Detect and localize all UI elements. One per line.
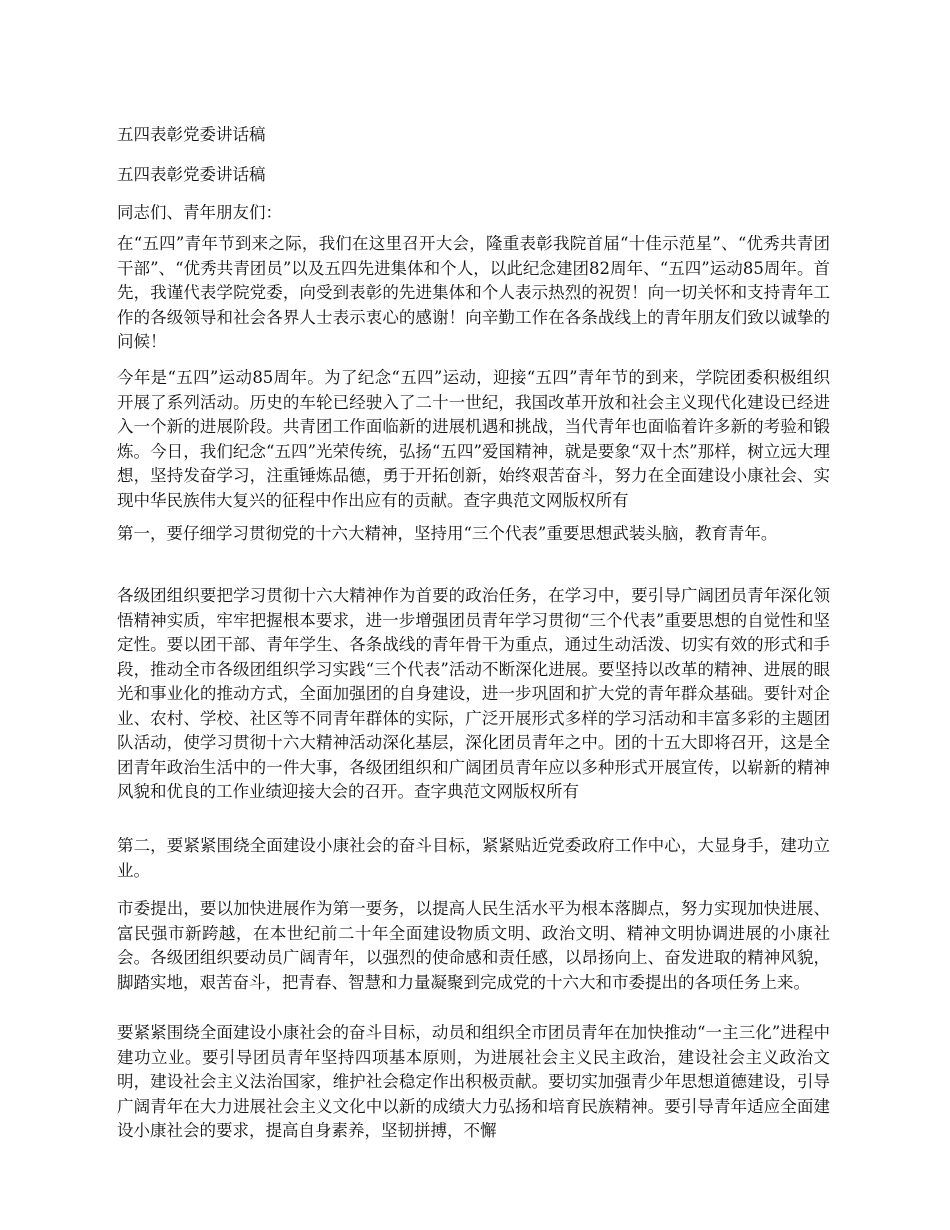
paragraph-city-committee: 市委提出，要以加快进展作为第一要务，以提高人民生活水平为根本落脚点，努力实现加快进展、富民强市新跨越，在本世纪前二十年全面建设物质文明、政治文明、精神文明协调进展的小康社会。各级团组织要动员广阔青年，以强烈的使命感和责任感，以昂扬向上、奋发进取的精神风貌，脚踏实地，艰苦奋斗，把青春、智慧和力量凝聚到完成党的十六大和市委提出的各项任务上来。 [117,899,830,992]
paragraph-point-one-heading: 第一，要仔细学习贯彻党的十六大精神，坚持用“三个代表”重要思想武装头脑，教育青年。 [117,524,778,543]
paragraph-opening: 在“五四”青年节到来之际，我们在这里召开大会，隆重表彰我院首届“十佳示范星”、“优秀共青团干部”、“优秀共青团员”以及五四先进集体和个人，以此纪念建团82周年、“五四”运动85周年。首先，我谨代表学院党委，向受到表彰的先进集体和个人表示热烈的祝贺！向一切关怀和支持青年工作的各级领导和社会各界人士表示衷心的感谢！向辛勤工作在各条战线上的青年朋友们致以诚挚的问候！ [117,234,830,351]
document-subtitle: 五四表彰党委讲话稿 [117,165,266,184]
greeting: 同志们、青年朋友们： [117,203,282,222]
paragraph-point-two-heading: 第二，要紧紧围绕全面建设小康社会的奋斗目标，紧紧贴近党委政府工作中心，大显身手，建功立业。 [117,836,830,880]
paragraph-point-one-body: 各级团组织要把学习贯彻十六大精神作为首要的政治任务，在学习中，要引导广阔团员青年深化领悟精神实质，牢牢把握根本要求，进一步增强团员青年学习贯彻“三个代表”重要思想的自觉性和坚定性。要以团干部、青年学生、各条战线的青年骨干为重点，通过生动活泼、切实有效的形式和手段，推动全市各级团组织学习实践“三个代表”活动不断深化进展。要坚持以改革的精神、进展的眼光和事业化的推动方式，全面加强团的自身建设，进一步巩固和扩大党的青年群众基础。要针对企业、农村、学校、社区等不同青年群体的实际，广泛开展形式多样的学习活动和丰富多彩的主题团队活动，使学习贯彻十六大精神活动深化基层，深化团员青年之中。团的十五大即将召开，这是全团青年政治生活中的一件大事，各级团组织和广阔团员青年应以多种形式开展宣传，以崭新的精神风貌和优良的工作业绩迎接大会的召开。查字典范文网版权所有 [117,586,830,801]
document-title: 五四表彰党委讲话稿 [117,125,266,144]
paragraph-anniversary: 今年是“五四”运动85周年。为了纪念“五四”运动，迎接“五四”青年节的到来，学院团委积极组织开展了系列活动。历史的车轮已经驶入了二十一世纪，我国改革开放和社会主义现代化建设已经进入一个新的进展阶段。共青团工作面临新的进展机遇和挑战，当代青年也面临着许多新的考验和锻炼。今日，我们纪念“五四”光荣传统，弘扬“五四”爱国精神，就是要象“双十杰”那样，树立远大理想，坚持发奋学习，注重锤炼品德，勇于开拓创新，始终艰苦奋斗，努力在全面建设小康社会、实现中华民族伟大复兴的征程中作出应有的贡献。查字典范文网版权所有 [117,368,830,510]
paragraph-goals: 要紧紧围绕全面建设小康社会的奋斗目标，动员和组织全市团员青年在加快推动“一主三化”进程中建功立业。要引导团员青年坚持四项基本原则，为进展社会主义民主政治，建设社会主义政治文明，建设社会主义法治国家，维护社会稳定作出积极贡献。要切实加强青少年思想道德建设，引导广阔青年在大力进展社会主义文化中以新的成绩大力弘扬和培育民族精神。要引导青年适应全面建设小康社会的要求，提高自身素养，坚韧拼搏，不懈 [117,1023,830,1140]
